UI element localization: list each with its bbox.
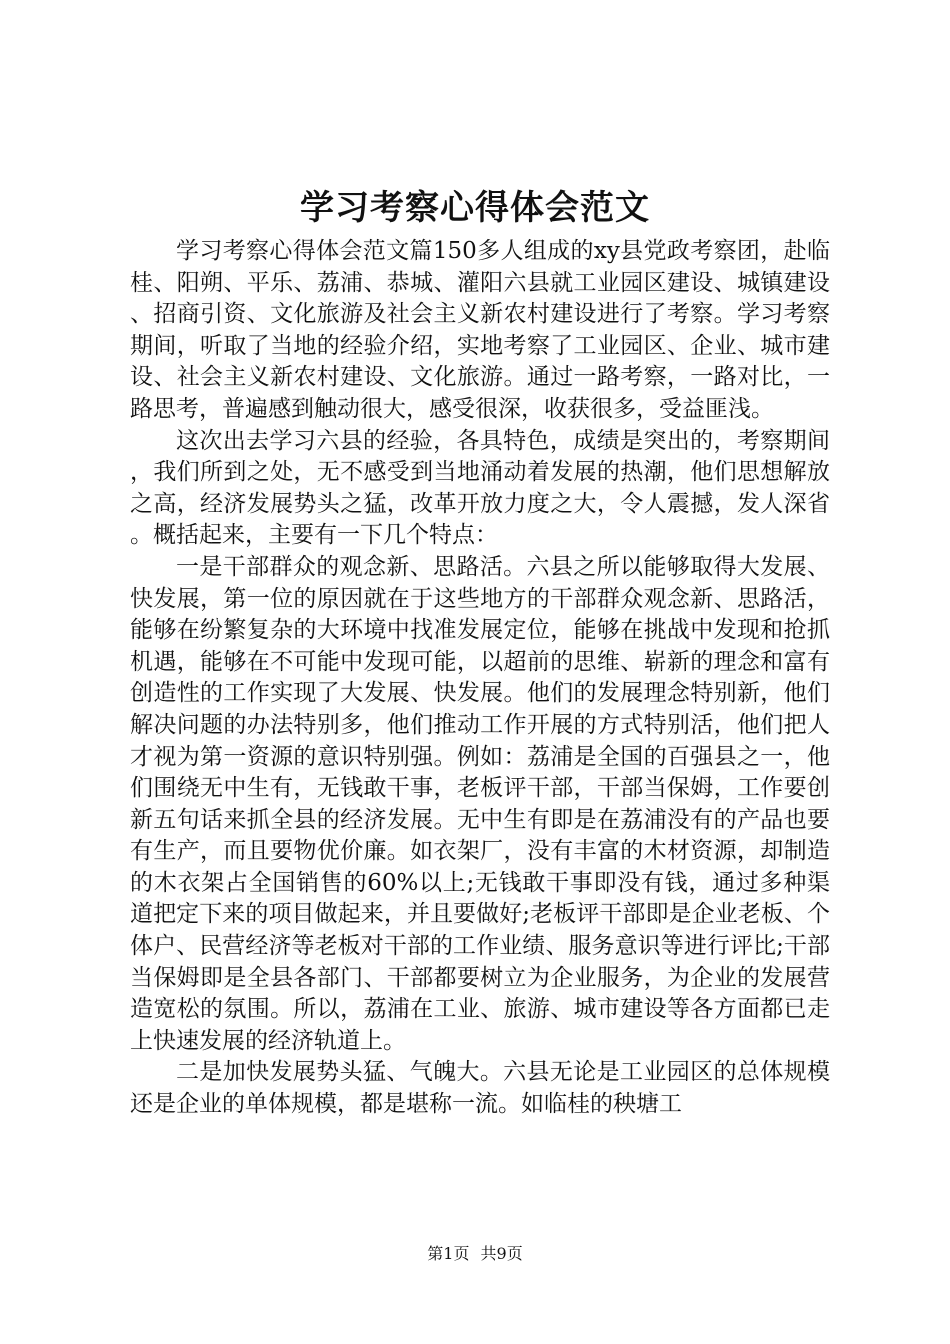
paragraph: 一是干部群众的观念新、思路活。六县之所以能够取得大发展、快发展，第一位的原因就在于这些地方的干部群众观念新、思路活，能够在纷繁复杂的大环境中找准发展定位，能够在挑战中发现和抢抓机遇，能够在不可能中发现可能，以超前的思维、崭新的理念和富有创造性的工作实现了大发展、快发展。他们的发展理念特别新，他们解决问题的办法特别多，他们推动工作开展的方式特别活，他们把人才视为第一资源的意识特别强。例如：荔浦是全国的百强县之一，他们围绕无中生有，无钱敢干事，老板评干部，干部当保姆，工作要创新五句话来抓全县的经济发展。无中生有即是在荔浦没有的产品也要有生产，而且要物优价廉。如衣架厂，没有丰富的木材资源，却制造的木衣架占全国销售的60%以上;无钱敢干事即没有钱，通过多种渠道把定下来的项目做起来，并且要做好;老板评干部即是企业老板、个体户、民营经济等老板对干部的工作业绩、服务意识等进行评比;干部当保姆即是全县各部门、干部都要树立为企业服务，为企业的发展营造宽松的氛围。所以，荔浦在工业、旅游、城市建设等各方面都已走上快速发展的经济轨道上。 [130, 553, 830, 1054]
paragraph: 二是加快发展势头猛、气魄大。六县无论是工业园区的总体规模还是企业的单体规模，都是堪称一流。如临桂的秧塘工 [130, 1059, 830, 1118]
paragraph: 这次出去学习六县的经验，各具特色，成绩是突出的，考察期间，我们所到之处，无不感受到当地涌动着发展的热潮，他们思想解放之高，经济发展势头之猛，改革开放力度之大，令人震撼，发人深省。概括起来，主要有一下几个特点： [130, 427, 830, 549]
page-footer [0, 1244, 950, 1264]
document-title: 学习考察心得体会范文 [300, 188, 650, 228]
page-number: 第1页 [427, 1244, 470, 1263]
page-total: 共9页 [480, 1244, 523, 1263]
paragraph: 学习考察心得体会范文篇150多人组成的xy县党政考察团，赴临桂、阳朔、平乐、荔浦、恭城、灌阳六县就工业园区建设、城镇建设、招商引资、文化旅游及社会主义新农村建设进行了考察。学习考察期间，听取了当地的经验介绍，实地考察了工业园区、企业、城市建设、社会主义新农村建设、文化旅游。通过一路考察，一路对比，一路思考，普遍感到触动很大，感受很深，收获很多，受益匪浅。 [130, 238, 830, 422]
document-body [130, 236, 830, 1121]
